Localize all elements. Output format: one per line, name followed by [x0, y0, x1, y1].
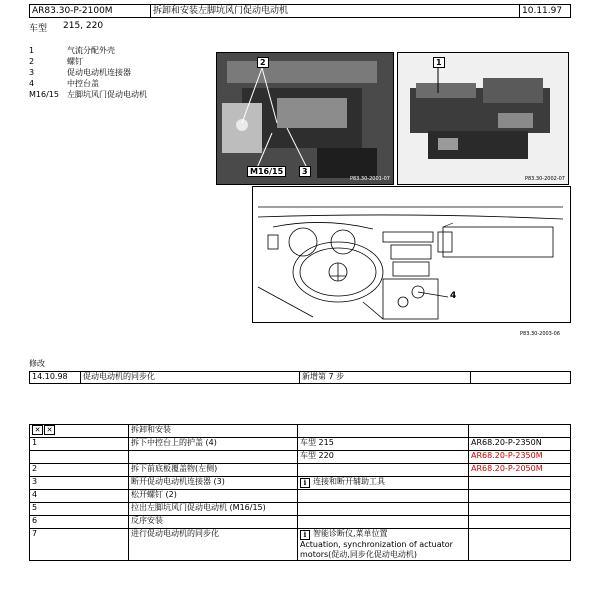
legend-key: 4	[29, 79, 35, 88]
step-ref	[469, 477, 571, 490]
info-icon[interactable]: i	[300, 478, 310, 488]
callout-2: 2	[257, 57, 269, 68]
step-num: 6	[30, 516, 129, 529]
document-header	[29, 4, 571, 18]
legend-item	[29, 78, 147, 89]
step-text: 拆下中控台上的护盖 (4)	[129, 438, 298, 451]
step-text: 进行促动电动机的同步化	[129, 529, 298, 561]
step-note	[298, 516, 469, 529]
steps-table	[29, 424, 571, 561]
legend-item	[29, 67, 147, 78]
photo-air-distribution-housing	[216, 52, 394, 185]
legend-key: 2	[29, 57, 35, 66]
step-note	[298, 490, 469, 503]
mod-extra	[471, 372, 571, 384]
doc-date: 10.11.97	[520, 5, 571, 18]
modification-title: 修改	[29, 359, 45, 368]
table-row	[30, 477, 571, 490]
figure-caption: P83.30-2003-06	[520, 331, 561, 337]
step-note-text: 智能诊断仪,菜单位置	[313, 529, 388, 538]
step-header-ref	[469, 425, 571, 438]
callout-4: 4	[450, 291, 457, 301]
step-text	[129, 451, 298, 464]
step-num: 4	[30, 490, 129, 503]
step-ref[interactable]: AR68.20-P-2050M	[469, 464, 571, 477]
table-row	[30, 529, 571, 561]
table-row	[30, 503, 571, 516]
legend-text: 中控台盖	[67, 79, 99, 88]
legend-text: 促动电动机连接器	[67, 68, 131, 77]
step-ref[interactable]: AR68.20-P-2350N	[469, 438, 571, 451]
step-num: 5	[30, 503, 129, 516]
legend-text: 螺钉	[67, 57, 83, 66]
step-ref[interactable]: AR68.20-P-2350M	[469, 451, 571, 464]
callout-3: 3	[299, 166, 311, 177]
step-note: 车型 215	[298, 438, 469, 451]
step-num	[30, 451, 129, 464]
step-num: 7	[30, 529, 129, 561]
modification-table	[29, 371, 571, 384]
step-header-icon	[30, 425, 129, 438]
doc-id: AR83.30-P-2100M	[30, 5, 151, 18]
step-num: 2	[30, 464, 129, 477]
mod-description: 促动电动机的同步化	[81, 372, 300, 384]
table-row	[30, 490, 571, 503]
legend-item	[29, 56, 147, 67]
table-row	[30, 516, 571, 529]
step-text: 拉出左脚坑风门促动电动机 (M16/15)	[129, 503, 298, 516]
legend-key: 1	[29, 46, 35, 55]
step-note: 车型 220	[298, 451, 469, 464]
info-icon[interactable]: i	[300, 530, 310, 540]
step-ref	[469, 490, 571, 503]
table-row	[30, 451, 571, 464]
photo-left-caption: P83.30-2001-07	[349, 176, 390, 182]
table-row	[30, 438, 571, 451]
legend-text: 左脚坑风门促动电动机	[67, 90, 147, 99]
mod-date: 14.10.98	[30, 372, 81, 384]
dashboard-line-drawing	[253, 187, 570, 322]
step-note	[298, 464, 469, 477]
step-header-note	[298, 425, 469, 438]
mod-note: 新增第 7 步	[300, 372, 471, 384]
legend-key: 3	[29, 68, 35, 77]
step-num: 3	[30, 477, 129, 490]
model-value: 215, 220	[63, 21, 104, 31]
callout-1: 1	[433, 57, 445, 68]
photo-right-caption: P83.30-2002-07	[524, 176, 565, 182]
step-ref	[469, 516, 571, 529]
step-header-label: 拆卸和安装	[129, 425, 298, 438]
drawing-dashboard	[252, 186, 571, 323]
table-row	[30, 372, 571, 384]
legend-text: 气流分配外壳	[67, 46, 115, 55]
step-note-line: Actuation, synchronization of actuator	[300, 540, 453, 549]
step-num: 1	[30, 438, 129, 451]
step-text: 反序安装	[129, 516, 298, 529]
removal-icon: ✕	[32, 425, 43, 435]
step-note-text: 连接和断开辅助工具	[313, 477, 385, 486]
legend	[29, 45, 147, 100]
step-note	[298, 529, 469, 561]
photo-housing-removed	[397, 52, 569, 185]
step-text: 松开螺钉 (2)	[129, 490, 298, 503]
step-note	[298, 503, 469, 516]
legend-key: M16/15	[29, 90, 59, 99]
step-text: 断开促动电动机连接器 (3)	[129, 477, 298, 490]
step-note-line: motors(促动,同步化促动电动机)	[300, 550, 417, 559]
step-note	[298, 477, 469, 490]
callout-m16-15: M16/15	[247, 166, 286, 177]
step-ref	[469, 503, 571, 516]
step-ref	[469, 529, 571, 561]
step-text: 拆下前底板覆盖物(左侧)	[129, 464, 298, 477]
photo-right-illustration	[398, 53, 568, 184]
legend-item	[29, 45, 147, 56]
model-label: 车型	[29, 24, 48, 34]
photo-left-illustration	[217, 53, 393, 184]
legend-item	[29, 89, 147, 100]
doc-title: 拆卸和安装左脚坑风门促动电动机	[151, 5, 520, 18]
table-row	[30, 464, 571, 477]
installation-icon: ✕	[44, 425, 55, 435]
table-header-row	[30, 425, 571, 438]
